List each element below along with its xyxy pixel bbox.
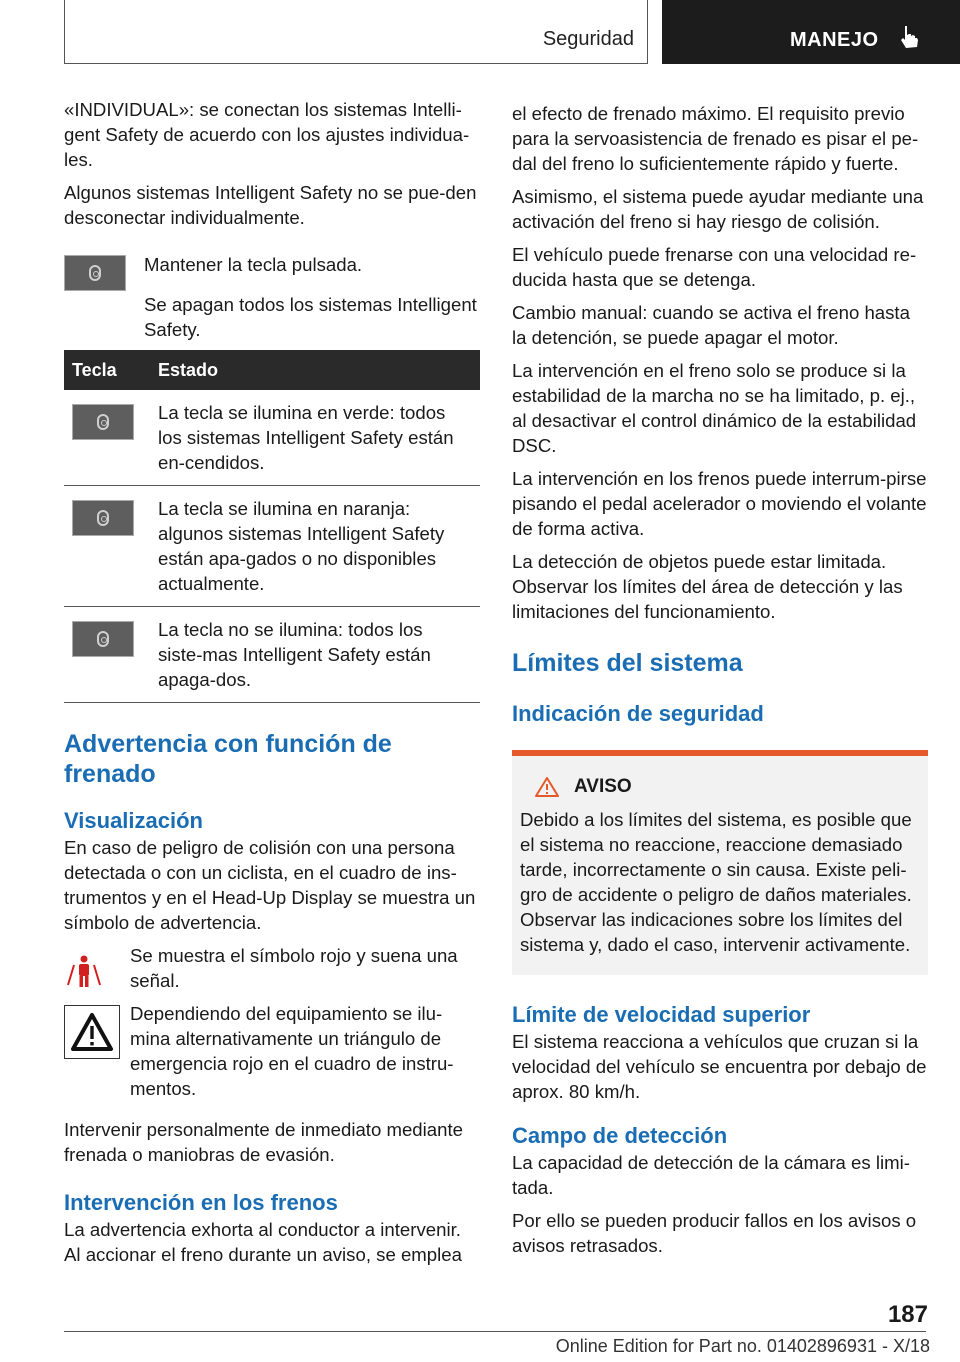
paragraph: El vehículo puede frenarse con una velocidad re-ducida hasta que se detenga. [512, 244, 917, 290]
table-row [64, 390, 480, 486]
footer-divider [64, 1331, 926, 1332]
subsection-heading: Intervención en los frenos [64, 1190, 338, 1215]
paragraph: Por ello se pueden producir fallos en los avisos o avisos retrasados. [512, 1210, 917, 1256]
paragraph: Asimismo, el sistema puede ayudar mediante una activación del freno si hay riesgo de colisión. [512, 186, 924, 232]
table-header [64, 350, 480, 390]
chapter-tab-label: MANEJO [790, 29, 879, 51]
section-title: Seguridad [542, 28, 634, 50]
subsection-heading: Campo de detección [512, 1123, 728, 1148]
symbol-block [64, 943, 478, 993]
edition-note: Online Edition for Part no. 01402896931 - X/18 [555, 1336, 930, 1356]
paragraph: Se muestra el símbolo rojo y suena una señal. [130, 945, 458, 991]
paragraph: el efecto de frenado máximo. El requisito previo para la servoasistencia de frenado es pisar el pe-dal del freno lo suficientemente rápido y fuerte. [512, 103, 919, 174]
intelligent-safety-button-icon [72, 621, 134, 657]
column-header: Estado [150, 350, 480, 390]
column-header: Tecla [64, 350, 150, 390]
paragraph: Se apagan todos los sistemas Intelligent Safety. [144, 294, 477, 340]
subsection-heading: Visualización [64, 808, 203, 833]
warning-triangle-icon [64, 1005, 120, 1065]
hand-pointer-icon [898, 24, 920, 50]
paragraph: La intervención en los frenos puede interrum-pirse pisando el pedal acelerador o moviendo el volante de forma activa. [512, 468, 927, 539]
paragraph: Intervenir personalmente de inmediato mediante frenada o maniobras de evasión. [64, 1119, 463, 1165]
paragraph: «INDIVIDUAL»: se conectan los sistemas Intelli-gent Safety de acuerdo con los ajustes individua-les. [64, 99, 470, 170]
paragraph: El sistema reacciona a vehículos que cruzan si la velocidad del vehículo se encuentra por debajo de aprox. 80 km/h. [512, 1031, 927, 1102]
paragraph: Dependiendo del equipamiento se ilu-mina alternativamente un triángulo de emergencia rojo en el cuadro de instru-mentos. [130, 1003, 454, 1099]
table-cell: La tecla se ilumina en verde: todos los sistemas Intelligent Safety están en-cendidos. [150, 390, 480, 486]
subsection-heading: Límite de velocidad superior [512, 1002, 811, 1027]
paragraph: La capacidad de detección de la cámara es limi-tada. [512, 1152, 910, 1198]
intelligent-safety-button-icon [72, 404, 134, 440]
right-column [512, 101, 928, 1266]
page-number: 187 [887, 1301, 928, 1328]
paragraph: Algunos sistemas Intelligent Safety no se pue-den desconectar individualmente. [64, 182, 477, 228]
paragraph: Mantener la tecla pulsada. [144, 254, 363, 275]
triangle-block [64, 1001, 478, 1101]
table-row [64, 486, 480, 607]
warning-box [512, 750, 928, 975]
hold-key-block [64, 252, 478, 302]
table-cell: La tecla no se ilumina: todos los siste-mas Intelligent Safety están apaga-dos. [150, 607, 480, 703]
paragraph: Cambio manual: cuando se activa el freno hasta la detención, se puede apagar el motor. [512, 302, 910, 348]
paragraph: La advertencia exhorta al conductor a intervenir. Al accionar el freno durante un aviso, se emplea [64, 1219, 462, 1265]
warning-title: AVISO [574, 776, 632, 797]
paragraph: La intervención en el freno solo se produce si la estabilidad de la marcha no se ha limitado, p. ej., al desactivar el control dinámico de la estabilidad DSC. [512, 360, 917, 456]
chapter-tab[interactable] [662, 0, 960, 64]
subsection-heading: Indicación de seguridad [512, 701, 764, 726]
left-column [64, 97, 478, 1275]
key-status-table [64, 350, 480, 703]
table-row [64, 607, 480, 703]
section-heading: Límites del sistema [512, 649, 743, 677]
intelligent-safety-button-icon [72, 500, 134, 536]
paragraph: La detección de objetos puede estar limitada. Observar los límites del área de detección y las limitaciones del funcionamiento. [512, 551, 903, 622]
paragraph: En caso de peligro de colisión con una persona detectada o con un ciclista, en el cuadro de ins-trumentos y en el Head-Up Display se muestra un símbolo de advertencia. [64, 837, 476, 933]
warning-triangle-icon [534, 776, 560, 798]
intelligent-safety-button-icon [64, 255, 126, 291]
warning-text: Debido a los límites del sistema, es posible que el sistema no reaccione, reaccione demasiado tarde, incorrectamente o sin causa. Existe peli-gro de accidente o peligro de daños materiales. Observar las indicaciones sobre los límites del sistema y, dado el caso, intervenir activamente. [520, 809, 912, 955]
table-cell: La tecla se ilumina en naranja: algunos sistemas Intelligent Safety están apa-gados o no disponibles actualmente. [150, 486, 480, 607]
section-heading: Advertencia con función de frenado [64, 730, 392, 788]
pedestrian-warning-icon [64, 949, 104, 999]
